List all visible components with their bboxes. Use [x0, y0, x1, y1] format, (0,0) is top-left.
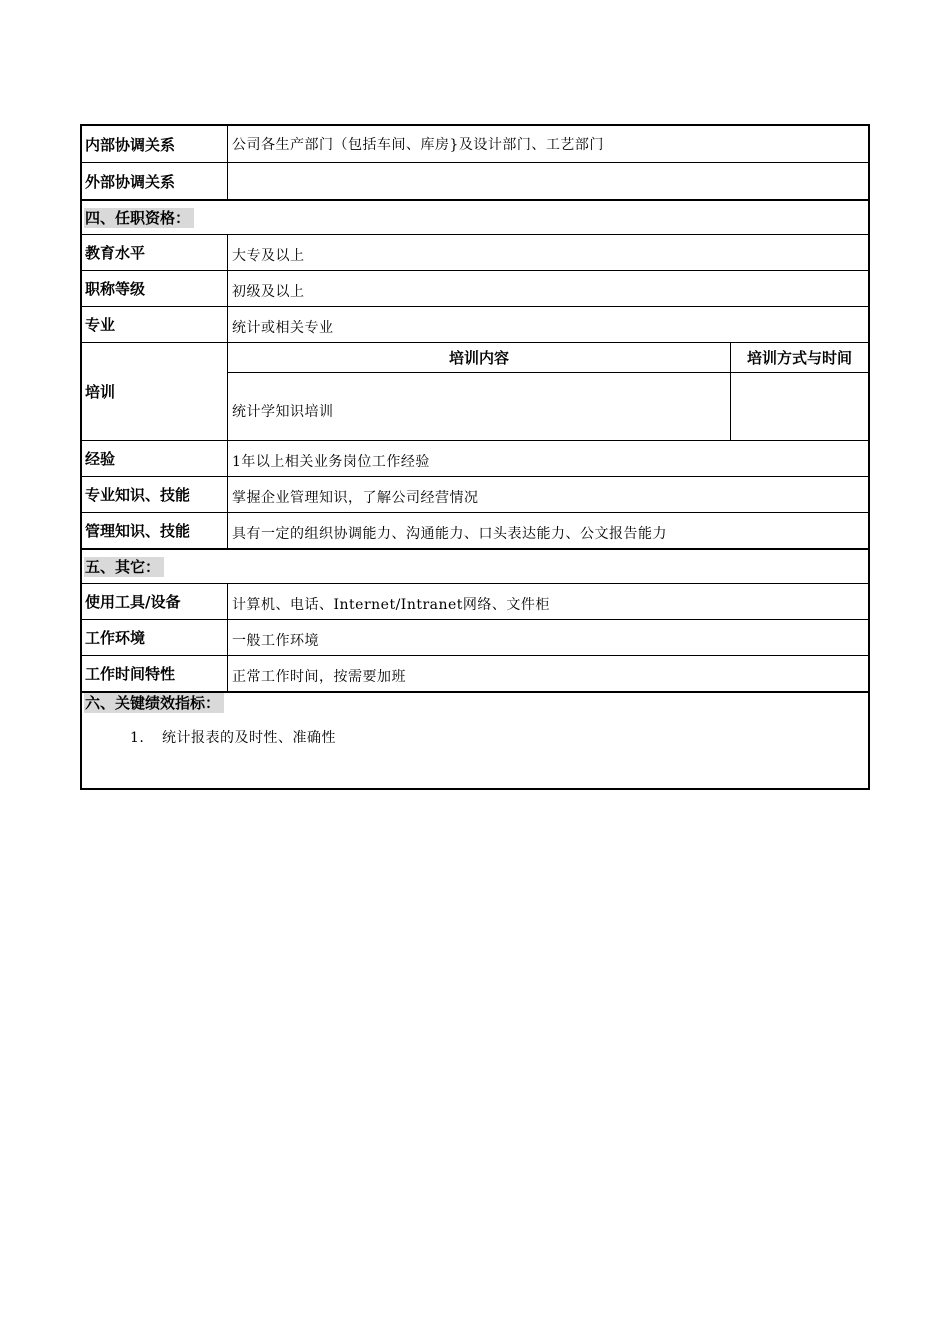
environment-value: 一般工作环境 [232, 633, 319, 649]
major-value: 统计或相关专业 [232, 320, 334, 336]
row-experience [82, 440, 868, 476]
management-skills-label: 管理知识、技能 [82, 513, 228, 548]
section-kpi-header [82, 691, 868, 713]
row-external-coordination [82, 162, 868, 199]
training-header [228, 343, 868, 373]
training-label: 培训 [82, 343, 228, 440]
major-label: 专业 [82, 307, 228, 342]
tools-label: 使用工具/设备 [82, 584, 228, 619]
row-major [82, 306, 868, 342]
row-management-skills [82, 512, 868, 548]
row-environment [82, 619, 868, 655]
kpi-item-text: 统计报表的及时性、准确性 [162, 730, 336, 746]
professional-skills-value: 掌握企业管理知识，了解公司经营情况 [232, 490, 479, 506]
kpi-list [82, 713, 868, 788]
training-method-value [731, 373, 868, 440]
tools-value: 计算机、电话、Internet/Intranet网络、文件柜 [232, 597, 550, 613]
row-education [82, 234, 868, 270]
row-tools [82, 583, 868, 619]
internal-coordination-value: 公司各生产部门（包括车间、库房}及设计部门、工艺部门 [232, 137, 604, 153]
kpi-item-number: 1. [130, 730, 145, 746]
title-level-label: 职称等级 [82, 271, 228, 306]
row-work-hours [82, 655, 868, 691]
training-method-header: 培训方式与时间 [746, 349, 852, 367]
education-label: 教育水平 [82, 235, 228, 270]
job-description-table [80, 124, 870, 790]
external-coordination-value [228, 163, 868, 199]
section-other-header [82, 548, 868, 583]
training-body [228, 373, 868, 440]
section-qualifications-header [82, 199, 868, 234]
section-kpi-title: 六、关键绩效指标： [84, 693, 224, 713]
row-training [82, 342, 868, 440]
training-content-header: 培训内容 [228, 343, 731, 372]
work-hours-value: 正常工作时间，按需要加班 [232, 669, 406, 685]
row-professional-skills [82, 476, 868, 512]
external-coordination-label: 外部协调关系 [82, 163, 228, 199]
experience-label: 经验 [82, 441, 228, 476]
experience-value: 1年以上相关业务岗位工作经验 [232, 454, 430, 470]
section-qualifications-title: 四、任职资格： [84, 208, 194, 228]
environment-label: 工作环境 [82, 620, 228, 655]
education-value: 大专及以上 [232, 248, 305, 264]
training-content-value: 统计学知识培训 [228, 373, 731, 440]
row-title-level [82, 270, 868, 306]
professional-skills-label: 专业知识、技能 [82, 477, 228, 512]
training-grid [228, 343, 868, 440]
work-hours-label: 工作时间特性 [82, 656, 228, 691]
management-skills-value: 具有一定的组织协调能力、沟通能力、口头表达能力、公文报告能力 [232, 526, 667, 542]
row-internal-coordination [82, 126, 868, 162]
section-other-title: 五、其它： [84, 557, 164, 577]
kpi-item [130, 727, 336, 747]
internal-coordination-label: 内部协调关系 [82, 126, 228, 162]
title-level-value: 初级及以上 [232, 284, 305, 300]
